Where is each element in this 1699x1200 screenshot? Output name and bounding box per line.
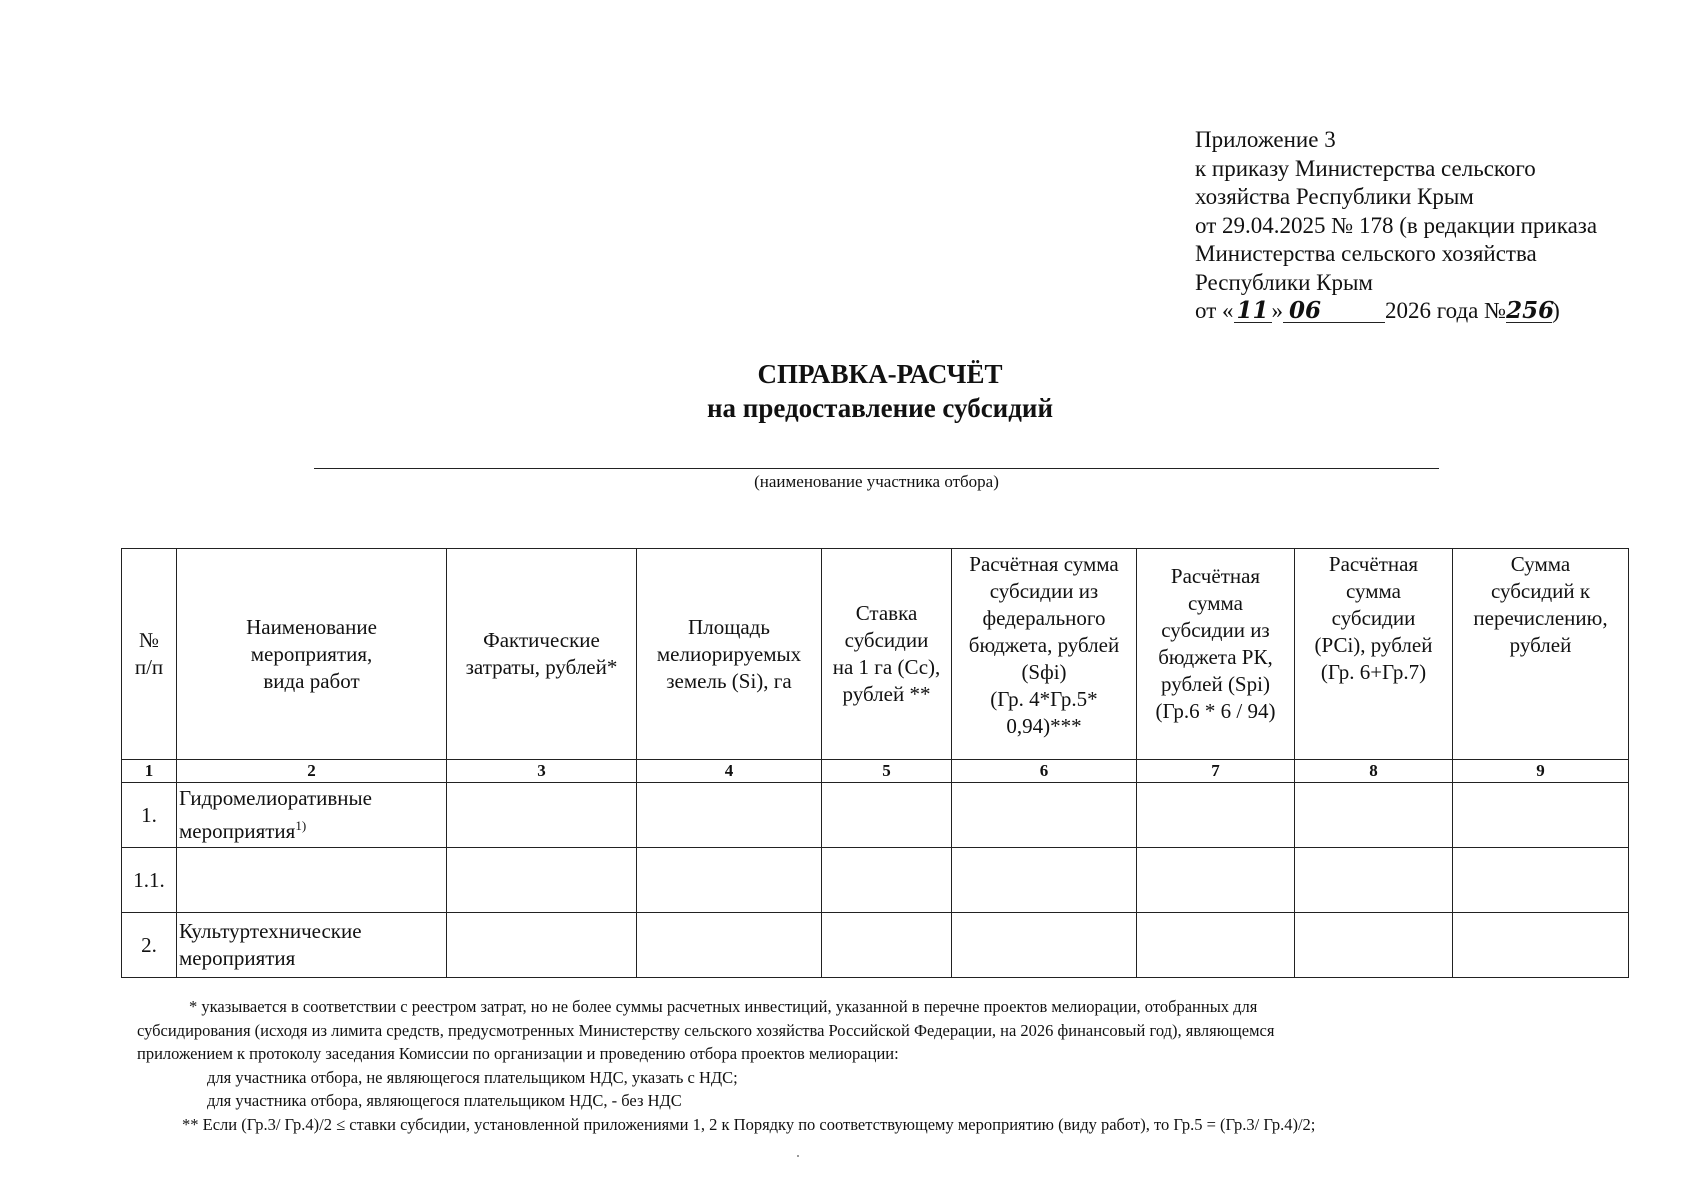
row-activity-name[interactable]: [177, 848, 447, 913]
table-cell[interactable]: [952, 848, 1137, 913]
header-subsidy-rate: Ставка субсидии на 1 га (Сс), рублей **: [822, 549, 952, 760]
table-cell[interactable]: [637, 848, 822, 913]
date-year: 2026 года №: [1385, 298, 1507, 323]
footnote-line: для участника отбора, являющегося плательщиком НДС, - без НДС: [207, 1091, 682, 1110]
participant-name-caption: (наименование участника отбора): [754, 472, 999, 491]
table-cell[interactable]: [447, 913, 637, 978]
row-number: 2.: [122, 913, 177, 978]
header-area: Площадь мелиорируемых земель (Si), га: [637, 549, 822, 760]
table-header-row: [122, 549, 1629, 760]
footnote-line: ** Если (Гр.3/ Гр.4)/2 ≤ ставки субсидии, установленной приложениями 1, 2 к Порядку по соответствующему мероприятию (виду работ), то Гр.5 = (Гр.3/ Гр.4)/2;: [182, 1114, 1316, 1134]
table-cell[interactable]: [952, 913, 1137, 978]
header-rk-subsidy: Расчётная сумма субсидии из бюджета РК, рублей (Spi) (Гр.6 * 6 / 94): [1137, 549, 1295, 760]
table-cell[interactable]: [447, 783, 637, 848]
header-transfer-sum: Сумма субсидий к перечислению, рублей: [1453, 549, 1629, 760]
header-activity-name: Наименование мероприятия, вида работ: [177, 549, 447, 760]
table-cell[interactable]: [1295, 783, 1453, 848]
title-sub: на предоставление субсидий: [706, 393, 1054, 423]
header-actual-costs: Фактические затраты, рублей*: [447, 549, 637, 760]
appendix-line: Министерства сельского хозяйства: [1195, 241, 1537, 266]
table-cell[interactable]: [637, 783, 822, 848]
appendix-block: [1195, 126, 1597, 326]
row-number: 1.: [122, 783, 177, 848]
table-cell[interactable]: [822, 913, 952, 978]
handwritten-day: 11: [1234, 300, 1272, 323]
table-cell[interactable]: [822, 848, 952, 913]
column-number: 9: [1453, 760, 1629, 783]
table-cell[interactable]: [1137, 783, 1295, 848]
column-number-row: [122, 760, 1629, 783]
column-number: 4: [637, 760, 822, 783]
column-number: 5: [822, 760, 952, 783]
footnote-line: для участника отбора, не являющегося плательщиком НДС, указать с НДС;: [207, 1067, 738, 1087]
table-cell[interactable]: [1453, 913, 1629, 978]
title-main: СПРАВКА-РАСЧЁТ: [757, 359, 1003, 389]
table-row: [122, 913, 1629, 978]
header-federal-subsidy: Расчётная сумма субсидии из федерального бюджета, рублей (Sфi) (Гр. 4*Гр.5* 0,94)***: [952, 549, 1137, 760]
date-suffix: ): [1552, 298, 1560, 323]
footnote-mark: 1): [295, 818, 307, 833]
footnote-line: субсидирования (исходя из лимита средств, предусмотренных Министерству сельского хозяйства Российской Федерации, на 2026 финансовый год), являющемся: [137, 1020, 1275, 1040]
table-cell[interactable]: [447, 848, 637, 913]
table-cell[interactable]: [1295, 913, 1453, 978]
header-total-subsidy: Расчётная сумма субсидии (РСi), рублей (Гр. 6+Гр.7): [1295, 549, 1453, 760]
appendix-line: от 29.04.2025 № 178 (в редакции приказа: [1195, 212, 1598, 238]
column-number: 8: [1295, 760, 1453, 783]
calculation-table: [121, 548, 1629, 978]
table-cell[interactable]: [1295, 848, 1453, 913]
footnote-line: приложением к протоколу заседания Комиссии по организации и проведению отбора проектов мелиорации:: [137, 1044, 899, 1063]
row-number: 1.1.: [122, 848, 177, 913]
footnotes: [137, 995, 1637, 1136]
page-speck: [797, 1155, 799, 1157]
table-row: [122, 848, 1629, 913]
column-number: 1: [122, 760, 177, 783]
row-activity-name: Культуртехнические мероприятия: [177, 913, 447, 978]
document-title: [0, 357, 1699, 425]
column-number: 7: [1137, 760, 1295, 783]
handwritten-month: 06: [1283, 300, 1385, 323]
table-cell[interactable]: [1453, 848, 1629, 913]
handwritten-order-number: 256: [1506, 297, 1555, 324]
appendix-date-line: [1195, 297, 1597, 326]
appendix-line: Республики Крым: [1195, 269, 1373, 295]
table-cell[interactable]: [1453, 783, 1629, 848]
appendix-line: хозяйства Республики Крым: [1195, 184, 1474, 209]
column-number: 3: [447, 760, 637, 783]
appendix-line: к приказу Министерства сельского: [1195, 155, 1536, 181]
appendix-line: Приложение 3: [1195, 127, 1336, 152]
table-cell[interactable]: [1137, 848, 1295, 913]
row-activity-name: Гидромелиоративные мероприятия$^{1)}$: [177, 783, 447, 848]
column-number: 2: [177, 760, 447, 783]
footnote-line: * указывается в соответствии с реестром затрат, но не более суммы расчетных инвестиций, указанной в перечне проектов мелиорации, отобранных для: [189, 997, 1258, 1016]
table-cell[interactable]: [1137, 913, 1295, 978]
table-cell[interactable]: [822, 783, 952, 848]
date-mid: »: [1271, 298, 1283, 323]
table-cell[interactable]: [637, 913, 822, 978]
date-prefix: от «: [1195, 298, 1234, 323]
header-number: № п/п: [122, 549, 177, 760]
participant-name-line: [314, 468, 1439, 469]
table-cell[interactable]: [952, 783, 1137, 848]
table-row: [122, 783, 1629, 848]
column-number: 6: [952, 760, 1137, 783]
